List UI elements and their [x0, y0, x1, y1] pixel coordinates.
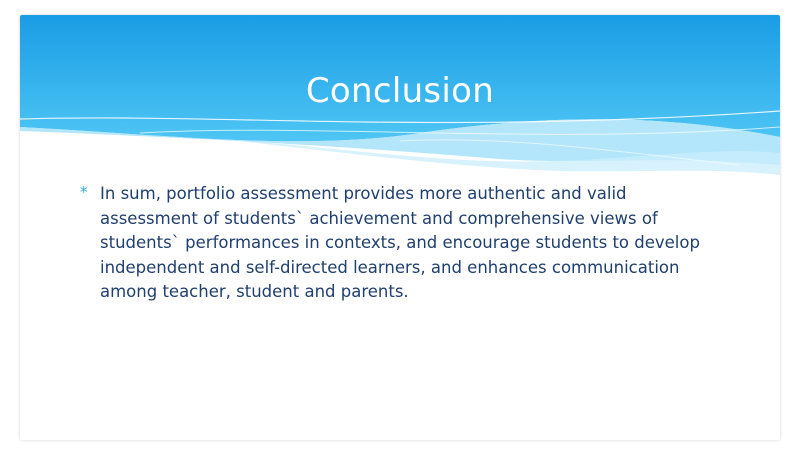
slide-body: [80, 182, 720, 305]
asterisk-bullet-icon: *: [80, 183, 88, 201]
slide-title: Conclusion: [305, 71, 495, 111]
slide: [20, 15, 780, 440]
bullet-item: [80, 182, 720, 305]
bullet-text: In sum, portfolio assessment provides more authentic and valid assessment of students` achievement and comprehensive views of students` performances in contexts, and encourage students to develop independent and self-directed learners, and enhances communication among teacher, student and parents.: [100, 184, 700, 301]
